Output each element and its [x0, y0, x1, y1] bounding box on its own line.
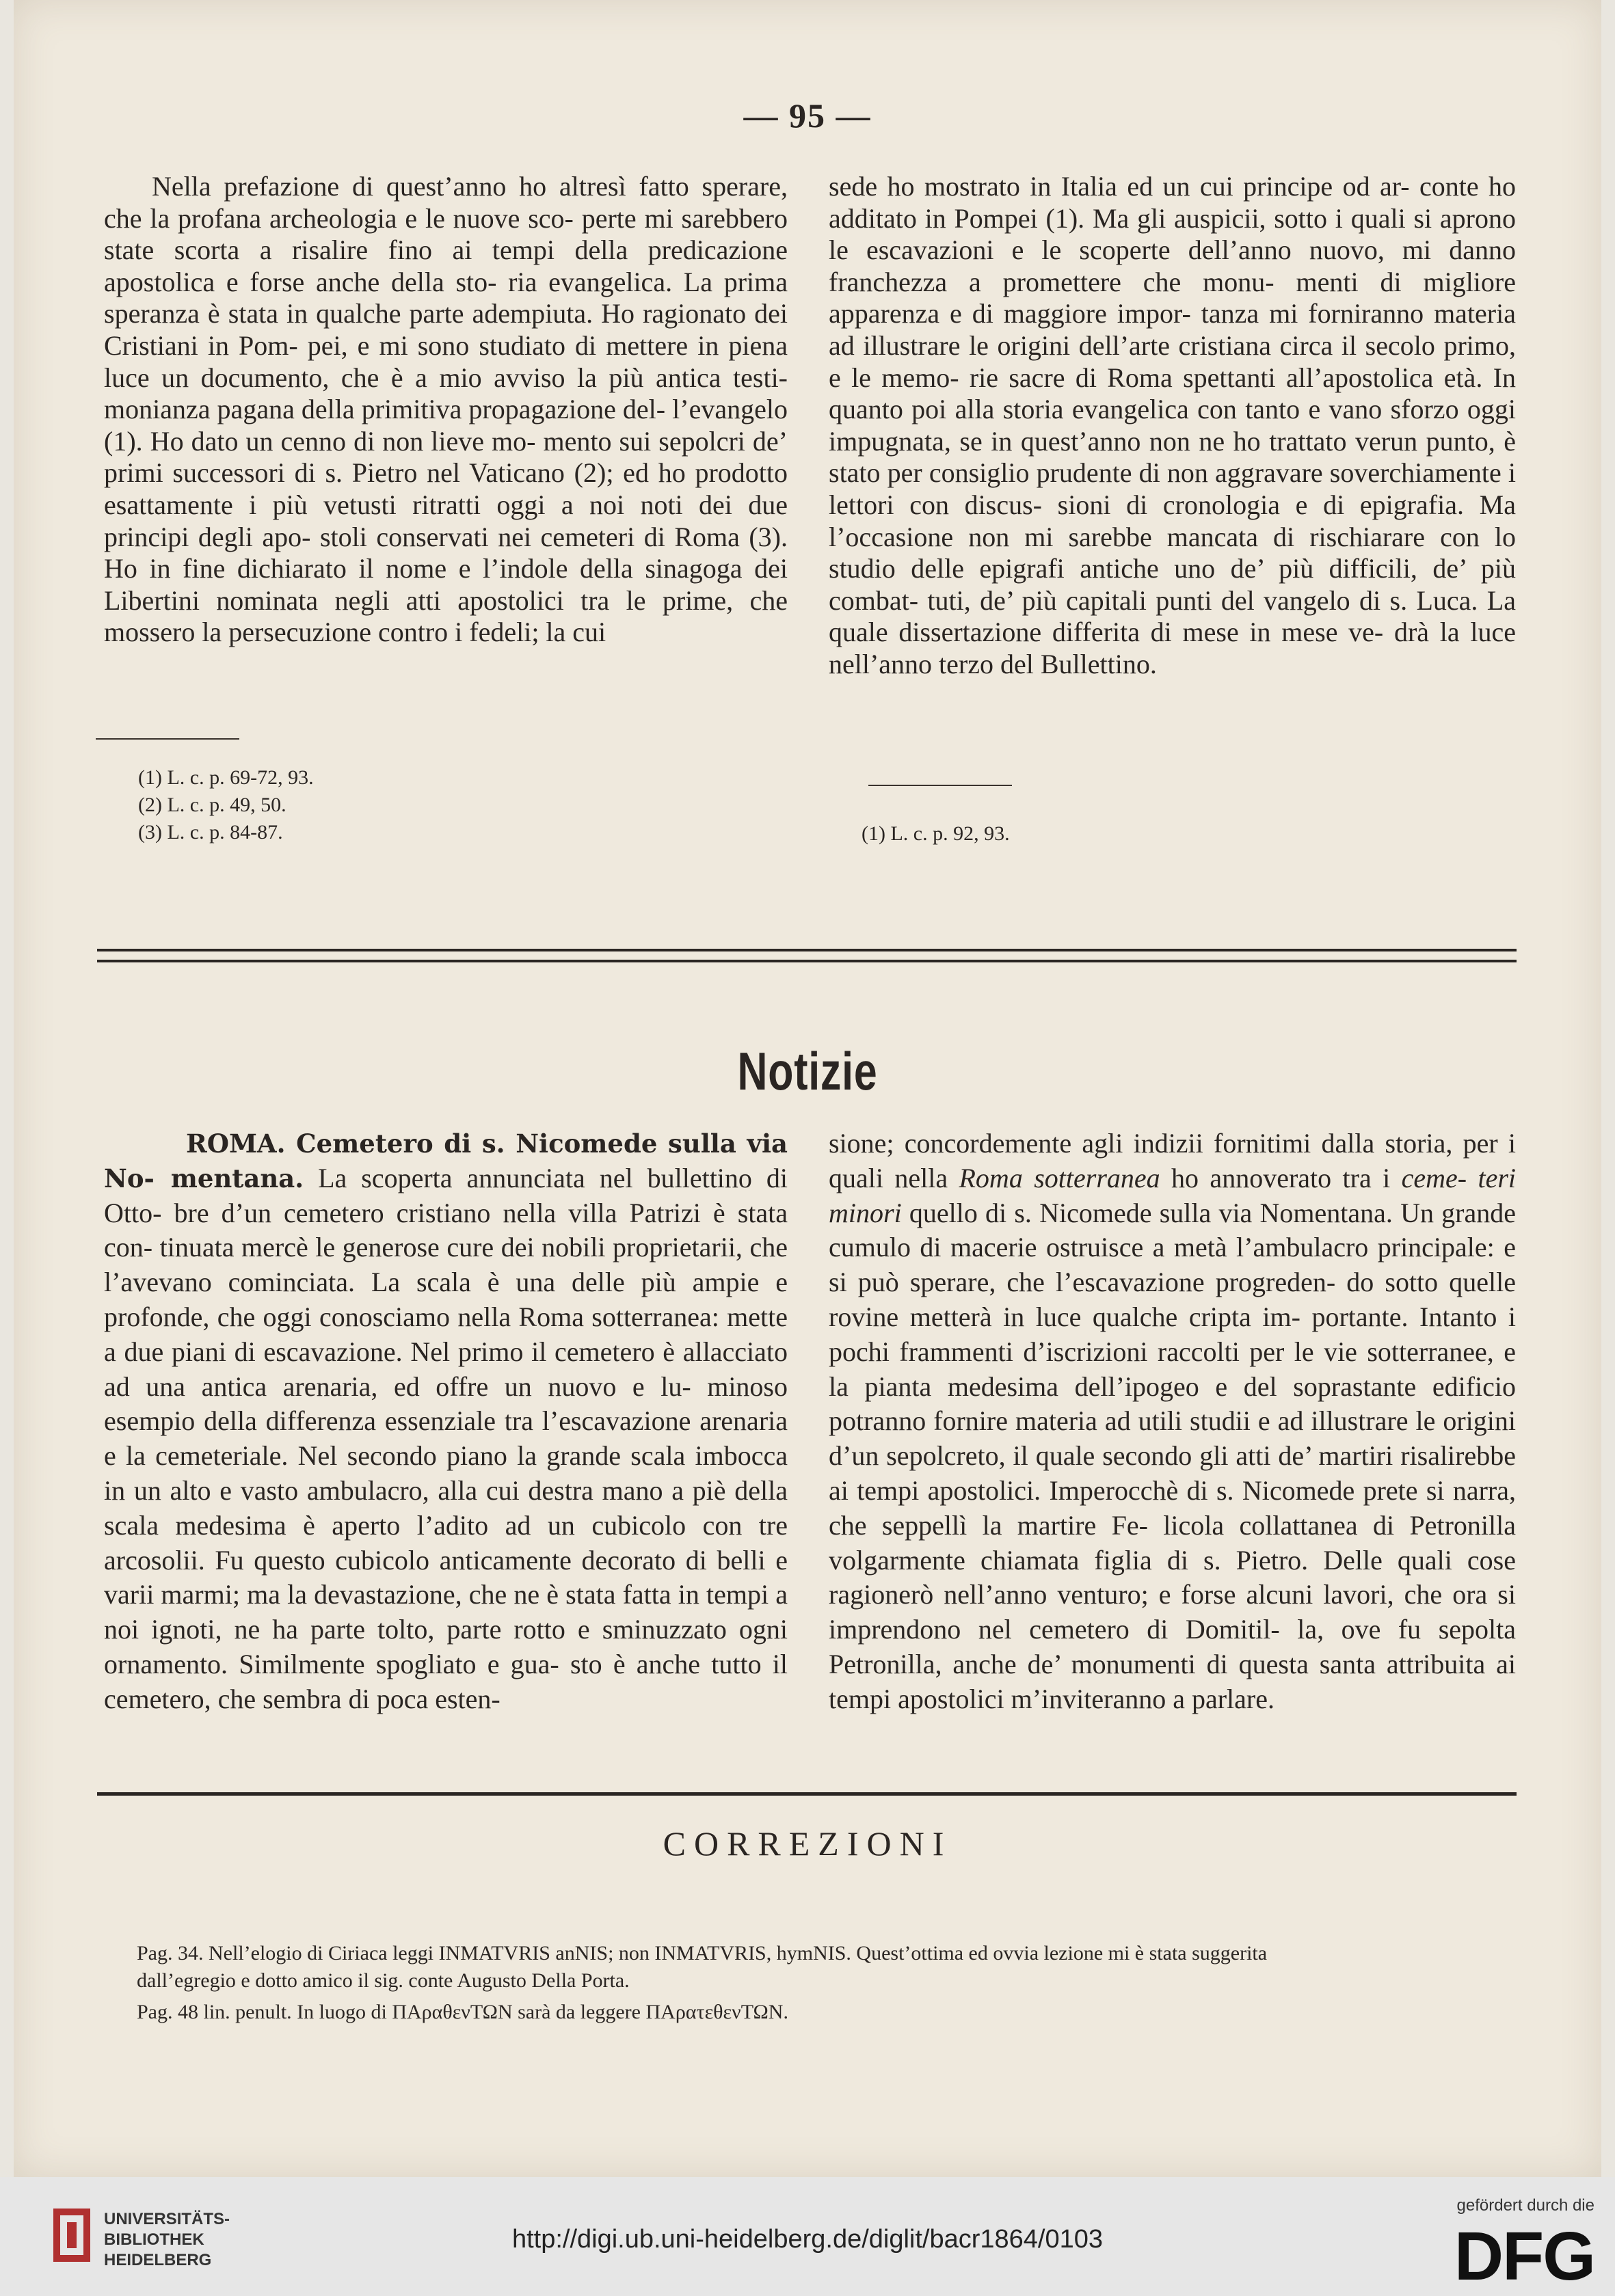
roma-lead-heading: ROMA. Cemetero di s. Nicomede sulla via No- mentana.	[104, 1129, 788, 1193]
section-title: Notizie	[737, 1041, 878, 1101]
page-number: — 95 —	[743, 96, 872, 135]
source-url-link[interactable]: http://digi.ub.uni-heidelberg.de/diglit/bacr1864/0103	[511, 2225, 1104, 2254]
roma-left-column	[104, 1126, 788, 1717]
footnote-1: (1) L. c. p. 69-72, 93.	[138, 766, 314, 789]
correzione-line-3: Pag. 48 lin. penult. In luogo di ΠΑραθενΤΩΝ sarà da leggere ΠΑρατεθενΤΩΝ.	[137, 2001, 788, 2023]
roma-paragraph-left	[104, 1126, 788, 1717]
footnotes-left	[138, 764, 314, 846]
roma-paragraph-right	[829, 1126, 1516, 1717]
library-line-2: BIBLIOTHEK	[104, 2230, 204, 2249]
roma-right-column	[829, 1126, 1516, 1717]
top-left-column	[104, 171, 788, 649]
correzione-line-1: Pag. 34. Nell’elogio di Ciriaca leggi INMATVRIS anNIS; non INMATVRIS, hymNIS. Quest’ottima ed ovvia lezione mi è stata suggerita	[137, 1942, 1268, 1964]
library-line-1: UNIVERSITÄTS-	[104, 2210, 230, 2228]
correzioni-rule	[97, 1792, 1517, 1796]
correzioni-title: CORREZIONI	[663, 1824, 952, 1863]
roma-left-text: La scoperta annunciata nel bullettino di Otto- bre d’un cemetero cristiano nella villa Patrizi è stata con- tinuata mercè le generose cure dei nobili proprietarii, che l’avevano cominciata. La scala è una delle più ampie e profonde, che oggi conosciamo nella Roma sotterranea: mette a due piani di escavazione. Nel primo il cemetero è allacciato ad una antica arenaria, ed offre un nuovo e lu- minoso esempio della differenza essenziale tra l’escavazione arenaria e la cemeteriale. Nel secondo piano la grande scala imbocca in un alto e vasto ambulacro, alla cui destra mano a piè della scala medesima è aperto l’adito ad un cubicolo con tre arcosolii. Fu questo cubicolo anticamente decorato di belli e varii marmi; ma la devastazione, che ne è stata fatta in tempi a noi ignoti, ne ha parte tolto, parte rotto e sminuzzato ogni ornamento. Similmente spogliato e gua- sto è anche tutto il cemetero, che sembra di poca esten-	[104, 1162, 788, 1714]
footnote-rule-right	[868, 785, 1012, 786]
dfg-logo: DFG	[1454, 2218, 1594, 2295]
funded-by-label: gefördert durch die	[1456, 2196, 1594, 2215]
correzioni-block	[137, 1940, 1532, 2026]
footer-bar	[0, 2177, 1615, 2296]
top-right-column	[829, 171, 1516, 681]
footnote-3: (3) L. c. p. 84-87.	[138, 821, 283, 843]
footnotes-right	[862, 820, 1010, 848]
top-right-paragraph: sede ho mostrato in Italia ed un cui principe od ar- conte ho additato in Pompei (1). Ma gli auspicii, sotto i quali si aprono le escavazioni e le scoperte dell’anno nuovo, mi danno franchezza a promettere che monu- menti di migliore apparenza e di maggiore impor- tanza mi forniranno materia ad illustrare le origini dell’arte cristiana circa il secolo primo, e le memo- rie sacre di Roma spettanti all’apostolica età. In quanto poi alla storia evangelica con tanto e vano sforzo oggi impugnata, se in quest’anno non ne ho trattato verun punto, è stato per consiglio prudente di non aggravare soverchiamente i lettori con discus- sioni di cronologia e di epigrafia. Ma l’occasione non mi sarebbe mancata di rischiarare con lo studio delle epigrafi antiche uno de’ più difficili, de’ più combat- tuti, de’ più capitali punti del vangelo di s. Luca. La quale dissertazione differita di mese in mese ve- drà la luce nell’anno terzo del Bullettino.	[829, 171, 1516, 679]
top-left-paragraph: Nella prefazione di quest’anno ho altresì fatto sperare, che la profana archeologia e le nuove sco- perte mi sarebbero state scorta a risalire fino ai tempi della predicazione apostolica e forse anche della sto- ria evangelica. La prima speranza è stata in qualche parte adempiuta. Ho ragionato dei Cristiani in Pom- pei, e mi sono studiato di mettere in piena luce un documento, che è a mio avviso la più antica testi- monianza pagana della primitiva propagazione del- l’evangelo (1). Ho dato un cenno di non lieve mo- mento sui sepolcri de’ primi successori di s. Pietro nel Vaticano (2); ed ho prodotto esattamente i più vetusti ritratti oggi a noi noti dei due principi degli apo- stoli conservati nei cemeteri di Roma (3). Ho in fine dichiarato il nome e l’indole della sinagoga dei Libertini nominata negli atti apostolici tra le prime, che mossero la persecuzione contro i fedeli; la cui	[104, 171, 788, 648]
footnote-right-1: (1) L. c. p. 92, 93.	[862, 822, 1010, 845]
roma-right-text-a: sione; concordemente agli indizii fornitimi dalla storia, per i quali nella	[829, 1128, 1516, 1193]
library-line-3: HEIDELBERG	[104, 2251, 212, 2269]
correzione-line-2: dall’egregio e dotto amico il sig. conte Augusto Della Porta.	[137, 1969, 630, 1992]
section-double-rule	[97, 949, 1517, 962]
roma-right-text-c: quello di s. Nicomede sulla via Nomentana. Un grande cumulo di macerie ostruisce a metà l’ambulacro principale: e si può sperare, che l’escavazione progreden- do sotto quelle rovine metterà in luce qualche cripta im- portante. Intanto i pochi frammenti d’iscrizioni raccolti per le vie sotterranee, e la pianta medesima dell’ipogeo e del soprastante edificio potranno fornire materia ad utili studii e ad illustrare le origini d’un sepolcreto, il quale secondo gli atti de’ martiri risalirebbe ai tempi apostolici. Imperocchè di s. Nicomede prete si narra, che seppellì la martire Fe- licola collattanea di Petronilla volgarmente chiamata figlia di s. Pietro. Delle quali cose ragionerò nell’anno venturo; e forse alcuni lavori, che ora si imprendono nel cemetero di Domitil- la, ove fu sepolta Petronilla, anche de’ monumenti di questa santa attribuita ai tempi apostolici m’inviteranno a parlare.	[829, 1197, 1516, 1714]
roma-right-italic-2: ceme- teri minori	[829, 1162, 1517, 1228]
roma-right-italic-1: Roma sotterranea	[959, 1162, 1160, 1193]
footnote-rule-left	[96, 738, 239, 740]
document-page	[14, 0, 1601, 2177]
footnote-2: (2) L. c. p. 49, 50.	[138, 794, 286, 816]
roma-right-text-b: ho annoverato tra i	[1160, 1162, 1402, 1193]
